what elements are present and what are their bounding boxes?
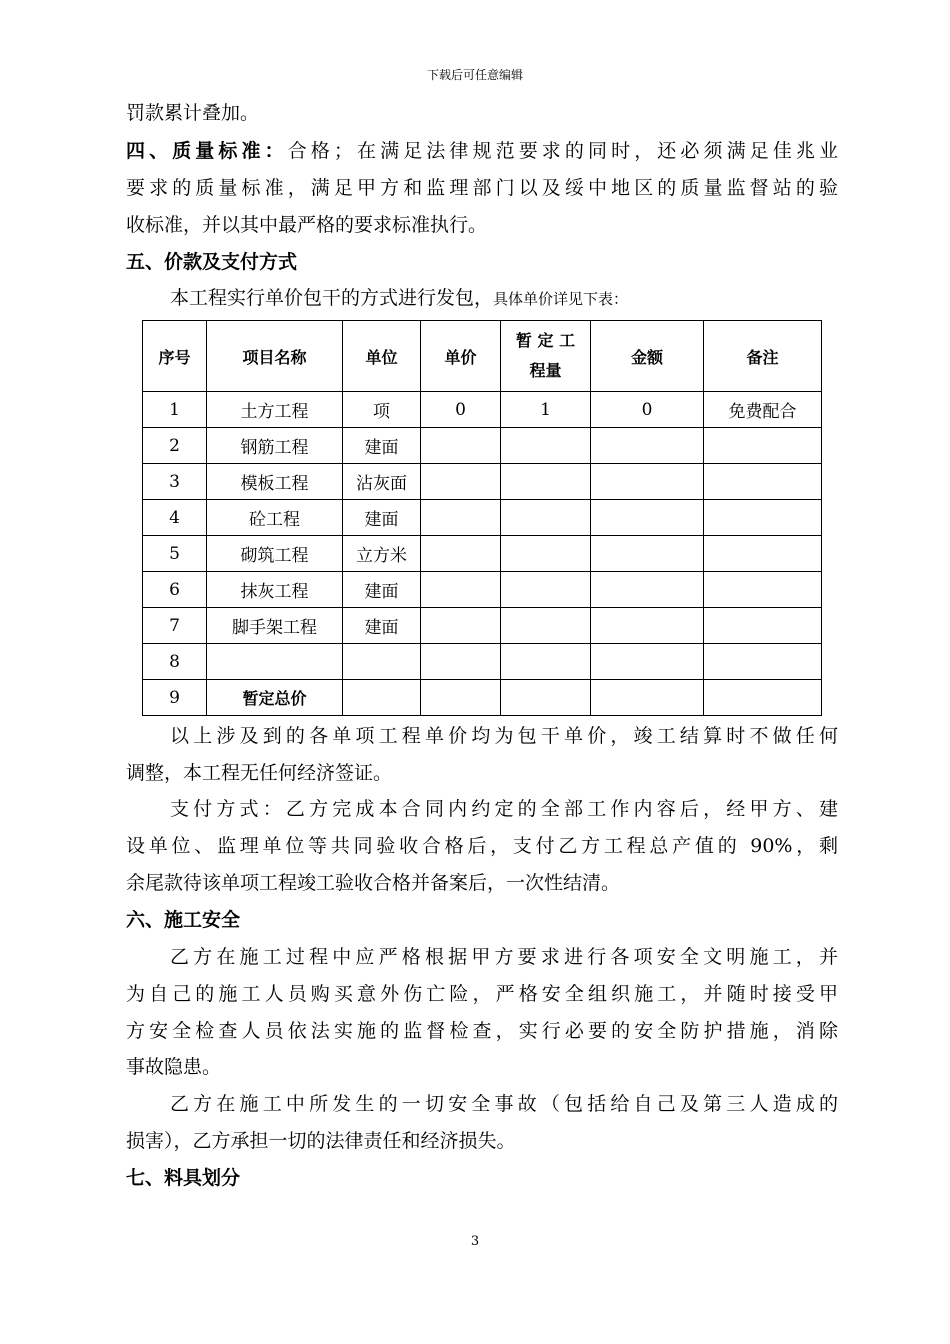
- table-row: [143, 572, 822, 608]
- table-cell: [421, 608, 501, 644]
- table-cell: 土方工程: [207, 392, 343, 428]
- table-cell: [591, 500, 704, 536]
- section-5-heading: 五、价款及支付方式: [126, 251, 298, 273]
- header-line: 程量: [529, 361, 562, 380]
- table-cell: 模板工程: [207, 464, 343, 500]
- header-cell: 金额: [591, 321, 704, 392]
- table-cell: [421, 680, 501, 716]
- table-cell: 9: [143, 680, 207, 716]
- paragraph-line: 乙方在施工中所发生的一切安全事故（包括给自己及第三人造成的: [170, 1093, 838, 1115]
- payment-line: 设单位、监理单位等共同验收合格后，支付乙方工程总产值的 90%，剩: [126, 835, 838, 857]
- table-cell: 建面: [343, 428, 421, 464]
- table-cell: [501, 608, 591, 644]
- table-cell: 立方米: [343, 536, 421, 572]
- payment-line: 余尾款待该单项工程竣工验收合格并备案后，一次性结清。: [126, 872, 621, 894]
- table-cell: 8: [143, 644, 207, 680]
- table-row: [143, 428, 822, 464]
- table-cell: [704, 428, 822, 464]
- table-cell: [421, 500, 501, 536]
- table-cell: 暂定总价: [207, 680, 343, 716]
- table-cell: [501, 680, 591, 716]
- table-cell: [704, 644, 822, 680]
- table-cell: [343, 680, 421, 716]
- table-cell: 1: [143, 392, 207, 428]
- paragraph-line: 损害），乙方承担一切的法律责任和经济损失。: [126, 1130, 516, 1152]
- section-6-heading: 六、施工安全: [126, 909, 241, 931]
- table-cell: [501, 464, 591, 500]
- paragraph-line: 罚款累计叠加。: [126, 102, 260, 124]
- table-row: [143, 644, 822, 680]
- table-cell: 5: [143, 536, 207, 572]
- table-row: [143, 608, 822, 644]
- table-cell: [591, 680, 704, 716]
- header-cell: 序号: [143, 321, 207, 392]
- page-header: 下载后可任意编辑: [426, 68, 523, 82]
- table-cell: 4: [143, 500, 207, 536]
- table-cell: [421, 644, 501, 680]
- section-4-text: 合格；在满足法律规范要求的同时，还必须满足佳兆业: [287, 140, 838, 162]
- intro-note: 具体单价详见下表：: [493, 290, 629, 308]
- table-cell: [421, 464, 501, 500]
- section-7-heading: 七、料具划分: [126, 1167, 241, 1189]
- paragraph-line: 事故隐患。: [126, 1056, 222, 1078]
- paragraph-line: 调整，本工程无任何经济签证。: [126, 762, 393, 784]
- table-cell: 建面: [343, 500, 421, 536]
- table-cell: [704, 680, 822, 716]
- table-cell: [704, 608, 822, 644]
- paragraph-line: 方安全检查人员依法实施的监督检查，实行必要的安全防护措施，消除: [126, 1020, 838, 1042]
- table-cell: [591, 464, 704, 500]
- table-cell: 6: [143, 572, 207, 608]
- paragraph-line: 收标准，并以其中最严格的要求标准执行。: [126, 214, 488, 236]
- table-cell: [501, 644, 591, 680]
- table-cell: 脚手架工程: [207, 608, 343, 644]
- table-cell: [704, 464, 822, 500]
- page-number: 3: [470, 1234, 480, 1249]
- table-row: [143, 464, 822, 500]
- table-cell: 钢筋工程: [207, 428, 343, 464]
- table-cell: [421, 536, 501, 572]
- payment-line: 支付方式：乙方完成本合同内约定的全部工作内容后，经甲方、建: [170, 798, 838, 820]
- header-cell: 备注: [704, 321, 822, 392]
- table-cell: [591, 572, 704, 608]
- table-cell: [421, 428, 501, 464]
- table-cell: [421, 572, 501, 608]
- table-cell: 沾灰面: [343, 464, 421, 500]
- table-cell: [591, 608, 704, 644]
- table-row: [143, 500, 822, 536]
- header-cell: 单价: [421, 321, 501, 392]
- intro-text: 本工程实行单价包干的方式进行发包，: [170, 287, 494, 309]
- table-cell: [343, 644, 421, 680]
- header-cell: 项目名称: [207, 321, 343, 392]
- table-cell: 1: [501, 392, 591, 428]
- table-cell: 免费配合: [704, 392, 822, 428]
- table-cell: 建面: [343, 572, 421, 608]
- table-cell: [501, 500, 591, 536]
- table-cell: 抹灰工程: [207, 572, 343, 608]
- table-cell: [501, 572, 591, 608]
- unit-price-table: [142, 320, 822, 716]
- table-cell: 3: [143, 464, 207, 500]
- paragraph-line: 要求的质量标准，满足甲方和监理部门以及绥中地区的质量监督站的验: [126, 177, 838, 199]
- section-5-intro: [170, 286, 838, 311]
- table-cell: [207, 644, 343, 680]
- table-cell: [591, 536, 704, 572]
- table-cell: 0: [421, 392, 501, 428]
- paragraph-line: 为自己的施工人员购买意外伤亡险，严格安全组织施工，并随时接受甲: [126, 983, 838, 1005]
- table-cell: [591, 644, 704, 680]
- header-cell-quantity: [501, 321, 591, 392]
- table-cell: [501, 536, 591, 572]
- table-cell: [704, 500, 822, 536]
- table-cell: 砌筑工程: [207, 536, 343, 572]
- table-row: [143, 536, 822, 572]
- paragraph-line: 乙方在施工过程中应严格根据甲方要求进行各项安全文明施工，并: [170, 946, 838, 968]
- table-cell: [704, 536, 822, 572]
- header-cell: 单位: [343, 321, 421, 392]
- table-cell: 7: [143, 608, 207, 644]
- paragraph-line: 以上涉及到的各单项工程单价均为包干单价，竣工结算时不做任何: [170, 725, 838, 747]
- table-row: [143, 392, 822, 428]
- table-cell: 砼工程: [207, 500, 343, 536]
- table-cell: 项: [343, 392, 421, 428]
- section-4-heading: 四、质量标准：: [126, 140, 288, 162]
- section-4-line: [126, 139, 838, 163]
- table-row: [143, 680, 822, 716]
- table-cell: 0: [591, 392, 704, 428]
- table-cell: 建面: [343, 608, 421, 644]
- table-header-row: [143, 321, 822, 392]
- table-cell: [501, 428, 591, 464]
- header-line: 暂 定 工: [515, 331, 576, 350]
- table-cell: [591, 428, 704, 464]
- table-cell: 2: [143, 428, 207, 464]
- table-cell: [704, 572, 822, 608]
